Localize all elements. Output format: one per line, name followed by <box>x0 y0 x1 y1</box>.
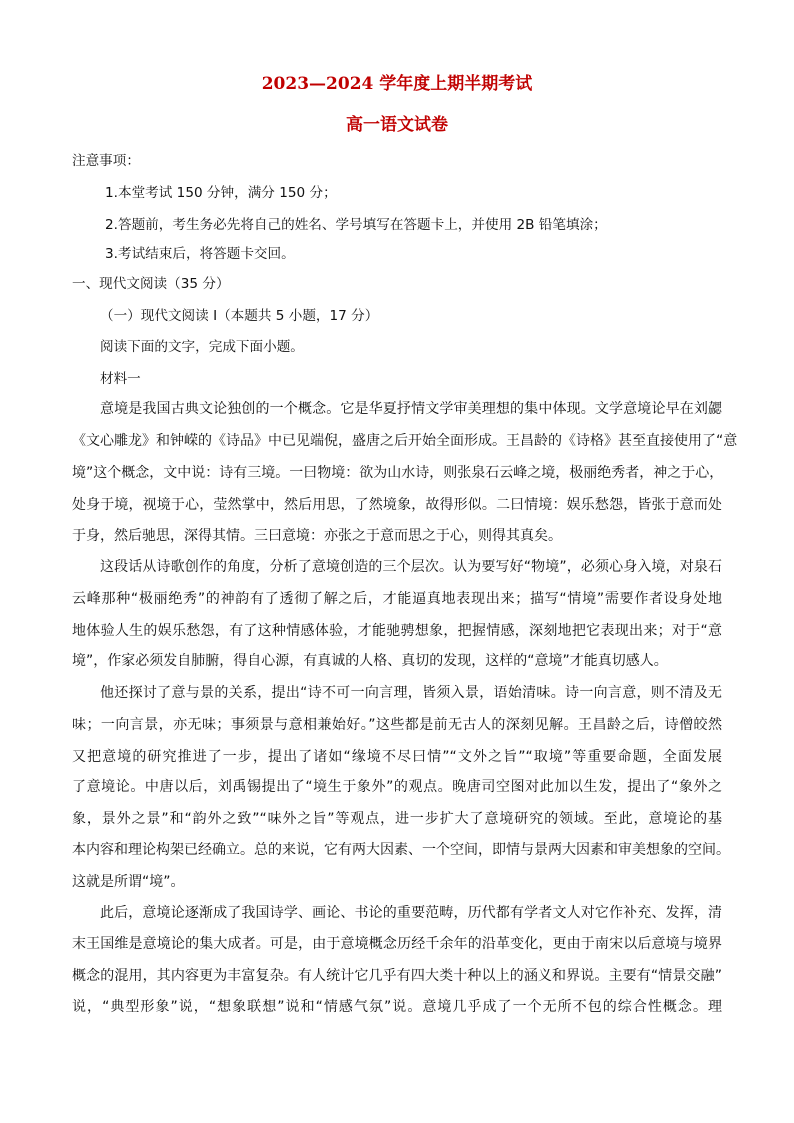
notice-heading: 注意事项： <box>72 153 140 169</box>
passage-line: 了意境论。中唐以后，刘禹锡提出了“境生于象外”的观点。晚唐司空图对此加以生发，提出了“象外之 <box>72 779 722 795</box>
passage-line: 末王国维是意境论的集大成者。可是，由于意境概念历经千余年的沿革变化，更由于南宋以后意境与境界 <box>72 936 722 952</box>
passage-line: 地体验人生的娱乐愁怨，有了这种情感体验，才能驰骋想象，把握情感，深刻地把它表现出来；对于“意 <box>72 623 722 639</box>
passage-line: 《文心雕龙》和钟嵘的《诗品》中已见端倪，盛唐之后开始全面形成。王昌龄的《诗格》甚至直接使用了“意 <box>72 433 738 449</box>
notice-item-3: 3.考试结束后，将答题卡交回。 <box>105 246 295 262</box>
passage-line: 这段话从诗歌创作的角度，分析了意境创造的三个层次。认为要写好“物境”，必须心身入境，对泉石 <box>100 559 722 575</box>
passage-line: 意境是我国古典文论独创的一个概念。它是华夏抒情文学审美理想的集中体现。文学意境论早在刘勰 <box>100 401 722 417</box>
passage-line: 说，“典型形象”说，“想象联想”说和“情感气氛”说。意境几乎成了一个无所不包的综合性概念。理 <box>72 999 722 1015</box>
passage-line: 本内容和理论构架已经确立。总的来说，它有两大因素、一个空间，即情与景两大因素和审美想象的空间。 <box>72 842 730 858</box>
passage-line: 概念的混用，其内容更为丰富复杂。有人统计它几乎有四大类十种以上的涵义和界说。主要有“情景交融” <box>72 968 722 984</box>
notice-item-1: 1.本堂考试 150 分钟，满分 150 分； <box>105 185 337 201</box>
passage-line: 味；一向言景，亦无味；事须景与意相兼始好。”这些都是前无古人的深刻见解。王昌龄之后，诗僧皎然 <box>72 717 722 733</box>
passage-line: 象，景外之景”和“韵外之致”“味外之旨”等观点，进一步扩大了意境研究的领域。至此，意境论的基 <box>72 811 722 827</box>
passage-line: 这就是所谓“境”。 <box>72 874 185 890</box>
notice-item-2: 2.答题前，考生务必先将自己的姓名、学号填写在答题卡上，并使用 2B 铅笔填涂； <box>105 217 607 233</box>
section-heading: 一、现代文阅读（35 分） <box>72 276 230 292</box>
passage-line: 境”这个概念，文中说：诗有三境。一曰物境：欲为山水诗，则张泉石云峰之境，极丽绝秀者，神之于心， <box>72 465 724 481</box>
passage-line: 处身于境，视境于心，莹然掌中，然后用思，了然境象，故得形似。二曰情境：娱乐愁怨，皆张于意而处 <box>72 497 722 513</box>
passage-line: 于身，然后驰思，深得其情。三曰意境：亦张之于意而思之于心，则得其真矣。 <box>72 528 562 544</box>
reading-instruction: 阅读下面的文字，完成下面小题。 <box>100 339 304 355</box>
passage-line: 境”，作家必须发自肺腑，得自心源，有真诚的人格、真切的发现，这样的“意境”才能真切感人。 <box>72 653 668 669</box>
passage-line: 云峰那种“极丽绝秀”的神韵有了透彻了解之后，才能逼真地表现出来；描写“情境”需要作者设身处地 <box>72 591 722 607</box>
passage-line: 此后，意境论逐渐成了我国诗学、画论、书论的重要范畴，历代都有学者文人对它作补充、发挥，清 <box>100 905 722 921</box>
exam-subtitle: 高一语文试卷 <box>346 115 448 135</box>
passage-line: 他还探讨了意与景的关系，提出“诗不可一向言理，皆须入景，语始清味。诗一向言意，则不清及无 <box>100 685 722 701</box>
subsection-heading: （一）现代文阅读 I（本题共 5 小题，17 分） <box>100 308 379 324</box>
passage-line: 又把意境的研究推进了一步，提出了诸如“缘境不尽曰情”“文外之旨”“取境”等重要命题，全面发展 <box>72 749 722 765</box>
material-label: 材料一 <box>100 371 141 387</box>
exam-title: 2023—2024 学年度上期半期考试 <box>261 74 533 94</box>
